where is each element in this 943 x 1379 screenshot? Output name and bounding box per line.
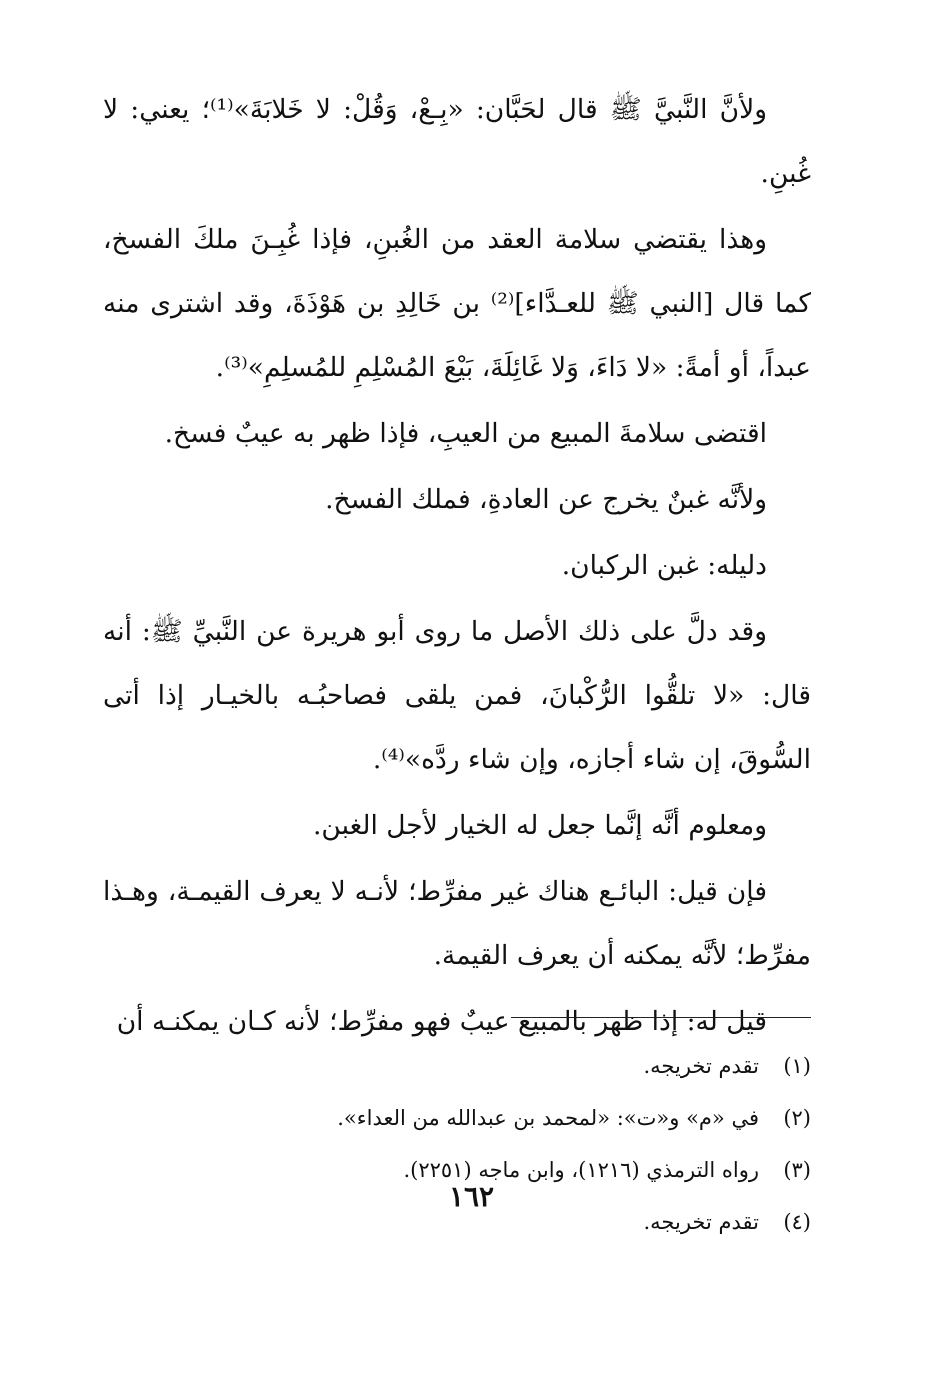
footnote-number: (٤)	[783, 1210, 811, 1234]
paragraph-9: قيل له: إذا ظهر بالمبيع عيبٌ فهو مفرِّط؛ لأنه كـان يمكنـه أن	[116, 1006, 767, 1037]
paragraph-1: ولأنَّ النَّبيَّ ﷺ قال لحَبَّان: «بِـعْ، وَقُلْ: لا خَلابَةَ»⁽¹⁾؛ يعني: لا غُبنِ.	[103, 94, 811, 189]
footnote-number: (١)	[783, 1054, 811, 1078]
footnote-text: تقدم تخريجه.	[643, 1054, 759, 1078]
footnote-divider	[511, 1017, 811, 1018]
paragraph-5: دليله: غبن الركبان.	[561, 550, 767, 581]
footnotes	[103, 1040, 811, 1248]
paragraph-7: ومعلوم أنَّه إنَّما جعل له الخيار لأجل الغبن.	[313, 810, 767, 841]
paragraph-3: اقتضى سلامةَ المبيع من العيبِ، فإذا ظهر به عيبٌ فسخ.	[164, 418, 767, 449]
paragraph-4: ولأنَّه غبنٌ يخرج عن العادةِ، فملك الفسخ.	[325, 484, 767, 515]
footnote-text: تقدم تخريجه.	[643, 1210, 759, 1234]
footnote-number: (٢)	[783, 1106, 811, 1130]
footnote-1	[103, 1040, 811, 1092]
footnote-2	[103, 1092, 811, 1144]
footnote-number: (٣)	[783, 1158, 811, 1182]
footnote-text: رواه الترمذي (١٢١٦)، وابن ماجه (٢٢٥١).	[403, 1158, 759, 1182]
paragraph-8: فإن قيل: البائـع هناك غير مفرِّط؛ لأنـه لا يعرف القيمـة، وهـذا مفرِّط؛ لأنَّه يمكنه أن يعرف القيمة.	[103, 876, 811, 971]
page-number: ١٦٢	[448, 1180, 495, 1213]
paragraph-6: وقد دلَّ على ذلك الأصل ما روى أبو هريرة عن النَّبيِّ ﷺ: أنه قال: «لا تلقُّوا الرُّكْبانَ، فمن يلقى فصاحبُـه بالخيـار إذا أتى السُّوقَ، إن شاء أجازه، وإن شاء ردَّه»⁽⁴⁾.	[103, 616, 811, 775]
paragraph-2: وهذا يقتضي سلامة العقد من الغُبنِ، فإذا غُبِـنَ ملكَ الفسخ، كما قال [النبي ﷺ للعـدَّاء]⁽²⁾ بن خَالِدِ بن هَوْذَةَ، وقد اشترى منه عبداً، أو أمةً: «لا دَاءَ، وَلا غَائِلَةَ، بَيْعَ المُسْلِمِ للمُسلِمِ»⁽³⁾.	[103, 224, 811, 383]
footnote-text: في «م» و«ت»: «لمحمد بن عبدالله من العداء».	[337, 1106, 759, 1130]
